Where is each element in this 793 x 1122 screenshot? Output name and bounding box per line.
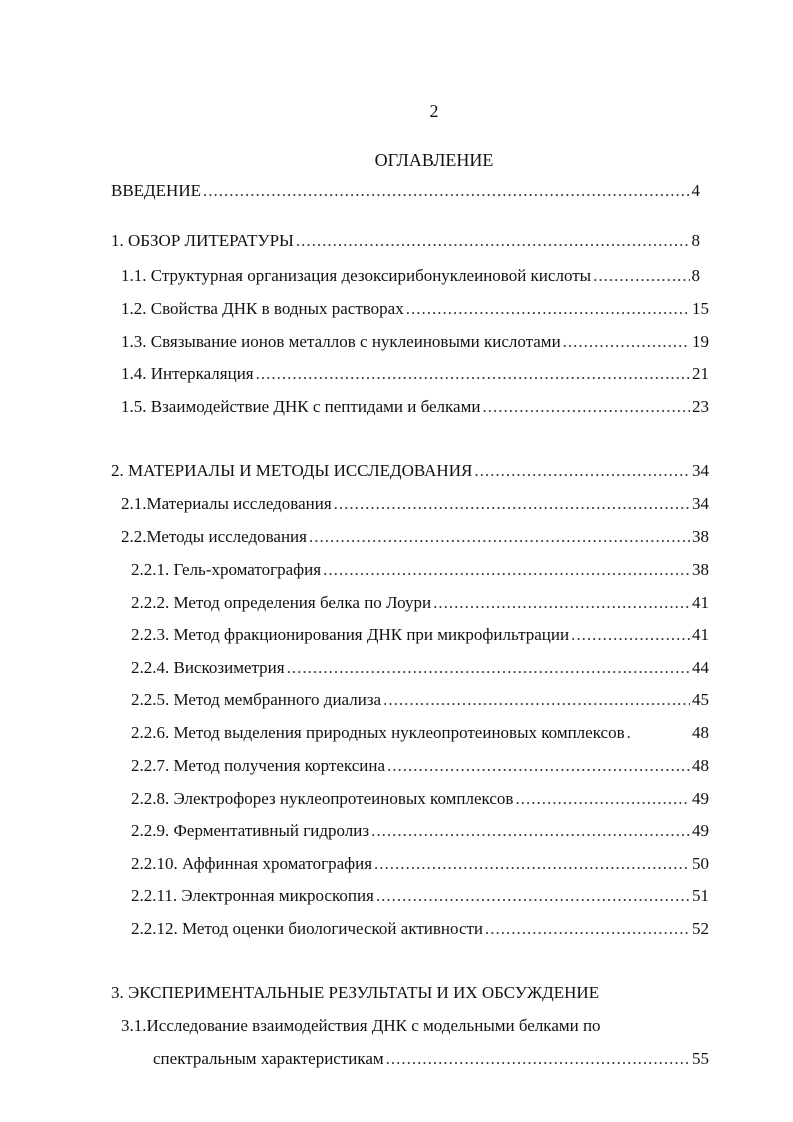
toc-entry-page: 23	[692, 397, 709, 416]
toc-leader-dots	[371, 821, 690, 841]
toc-entry-2-2-2	[131, 593, 709, 613]
toc-title: ОГЛАВЛЕНИЕ	[374, 150, 494, 170]
toc-entry-label: 2.2.1. Гель-хроматография	[131, 560, 322, 579]
toc-entry-label: 2.2.6. Метод выделения природных нуклеопротеиновых комплексов	[131, 723, 625, 742]
toc-entry-2-2-11	[131, 886, 709, 906]
toc-entry-page: 8	[691, 231, 700, 250]
toc-leader-dots	[482, 397, 690, 417]
toc-entry-label: 2.2.5. Метод мембранного диализа	[131, 690, 382, 709]
toc-entry-2-2-6	[131, 723, 709, 743]
toc-entry-label: спектральным характеристикам	[153, 1049, 384, 1068]
toc-entry-2-2-10	[131, 854, 709, 874]
toc-leader-dots	[309, 527, 690, 547]
toc-leader-dots	[433, 593, 690, 613]
toc-entry-1-2	[121, 299, 709, 319]
toc-entry-label: 2.2.11. Электронная микроскопия	[131, 886, 374, 905]
toc-leader-dots	[485, 919, 690, 939]
toc-entry-1-1	[121, 266, 700, 286]
toc-entry-label: 2.2.Методы исследования	[121, 527, 307, 546]
toc-entry-label: 2.2.3. Метод фракционирования ДНК при микрофильтрации	[131, 625, 570, 644]
toc-entry-1-3	[121, 332, 709, 352]
toc-leader-dots	[256, 364, 690, 384]
toc-entry-label: 2.2.7. Метод получения кортексина	[131, 756, 386, 775]
toc-entry-chapter-1	[111, 231, 700, 251]
toc-entry-chapter-2	[111, 461, 709, 481]
toc-leader-dots	[386, 1049, 690, 1069]
toc-entry-label: 1.3. Связывание ионов металлов с нуклеиновыми кислотами	[121, 332, 561, 351]
toc-entry-label: 1.5. Взаимодействие ДНК с пептидами и белками	[121, 397, 481, 416]
toc-entry-label: ВВЕДЕНИЕ	[111, 181, 201, 200]
toc-entry-label: 2.2.2. Метод определения белка по Лоури	[131, 593, 432, 612]
toc-entry-2-2-1	[131, 560, 709, 580]
toc-entry-page: 45	[692, 690, 709, 709]
toc-entry-label: 2.1.Материалы исследования	[121, 494, 332, 513]
toc-leader-dots	[287, 658, 690, 678]
toc-leader-dots	[376, 886, 690, 906]
toc-entry-3-1-continued	[153, 1049, 709, 1069]
toc-entry-2-2	[121, 527, 709, 547]
toc-entry-page: 8	[691, 266, 700, 285]
toc-entry-page: 15	[692, 299, 709, 318]
toc-entry-2-2-12	[131, 919, 709, 939]
toc-entry-label: 2.2.8. Электрофорез нуклеопротеиновых комплексов	[131, 789, 514, 808]
toc-leader-dots	[383, 690, 690, 710]
toc-leader-dots	[563, 332, 690, 352]
toc-entry-page: 49	[692, 789, 709, 808]
toc-entry-page: 38	[692, 527, 709, 546]
toc-entry-1-4	[121, 364, 709, 384]
toc-leader-dots	[474, 461, 690, 481]
page-number: 2	[429, 101, 439, 121]
toc-entry-label: 1. ОБЗОР ЛИТЕРАТУРЫ	[111, 231, 294, 250]
toc-entry-page: 34	[692, 461, 709, 480]
toc-entry-page: 55	[692, 1049, 709, 1068]
toc-entry-page: 41	[692, 593, 709, 612]
toc-entry-2-2-8	[131, 789, 709, 809]
toc-entry-label: 1.2. Свойства ДНК в водных растворах	[121, 299, 404, 318]
toc-entry-2-1	[121, 494, 709, 514]
toc-leader-dots	[627, 723, 633, 743]
toc-leader-dots	[374, 854, 690, 874]
toc-entry-page: 51	[692, 886, 709, 905]
toc-entry-label: 1.4. Интеркаляция	[121, 364, 254, 383]
toc-leader-dots	[296, 231, 690, 251]
toc-entry-page: 34	[692, 494, 709, 513]
toc-entry-label: 1.1. Структурная организация дезоксирибонуклеиновой кислоты	[121, 266, 592, 285]
toc-entry-page: 49	[692, 821, 709, 840]
toc-entry-label: 2.2.4. Вискозиметрия	[131, 658, 285, 677]
toc-leader-dots	[515, 789, 690, 809]
toc-entry-label: 2. МАТЕРИАЛЫ И МЕТОДЫ ИССЛЕДОВАНИЯ	[111, 461, 473, 480]
toc-entry-2-2-9	[131, 821, 709, 841]
toc-entry-2-2-7	[131, 756, 709, 776]
toc-entry-label: 2.2.12. Метод оценки биологической активности	[131, 919, 484, 938]
toc-entry-label: 2.2.10. Аффинная хроматография	[131, 854, 373, 873]
toc-entry-page: 48	[692, 756, 709, 775]
toc-entry-page: 21	[692, 364, 709, 383]
toc-leader-dots	[387, 756, 690, 776]
toc-entry-2-2-3	[131, 625, 709, 645]
toc-entry-page: 38	[692, 560, 709, 579]
toc-entry-page: 52	[692, 919, 709, 938]
toc-entry-page: 19	[692, 332, 709, 351]
toc-leader-dots	[571, 625, 690, 645]
toc-entry-page: 50	[692, 854, 709, 873]
toc-entry-2-2-5	[131, 690, 709, 710]
toc-entry-introduction	[111, 181, 700, 201]
toc-entry-label: 2.2.9. Ферментативный гидролиз	[131, 821, 370, 840]
toc-leader-dots	[323, 560, 690, 580]
toc-entry-page: 41	[692, 625, 709, 644]
toc-leader-dots	[203, 181, 690, 201]
toc-leader-dots	[406, 299, 690, 319]
toc-leader-dots	[593, 266, 689, 286]
toc-entry-chapter-3: 3. ЭКСПЕРИМЕНТАЛЬНЫЕ РЕЗУЛЬТАТЫ И ИХ ОБСУЖДЕНИЕ	[111, 983, 600, 1002]
toc-entry-page: 48	[692, 723, 709, 742]
toc-entry-1-5	[121, 397, 709, 417]
toc-entry-3-1: 3.1.Исследование взаимодействия ДНК с модельными белками по	[121, 1016, 601, 1035]
toc-entry-page: 44	[692, 658, 709, 677]
toc-leader-dots	[334, 494, 690, 514]
toc-entry-2-2-4	[131, 658, 709, 678]
toc-entry-page: 4	[691, 181, 700, 200]
